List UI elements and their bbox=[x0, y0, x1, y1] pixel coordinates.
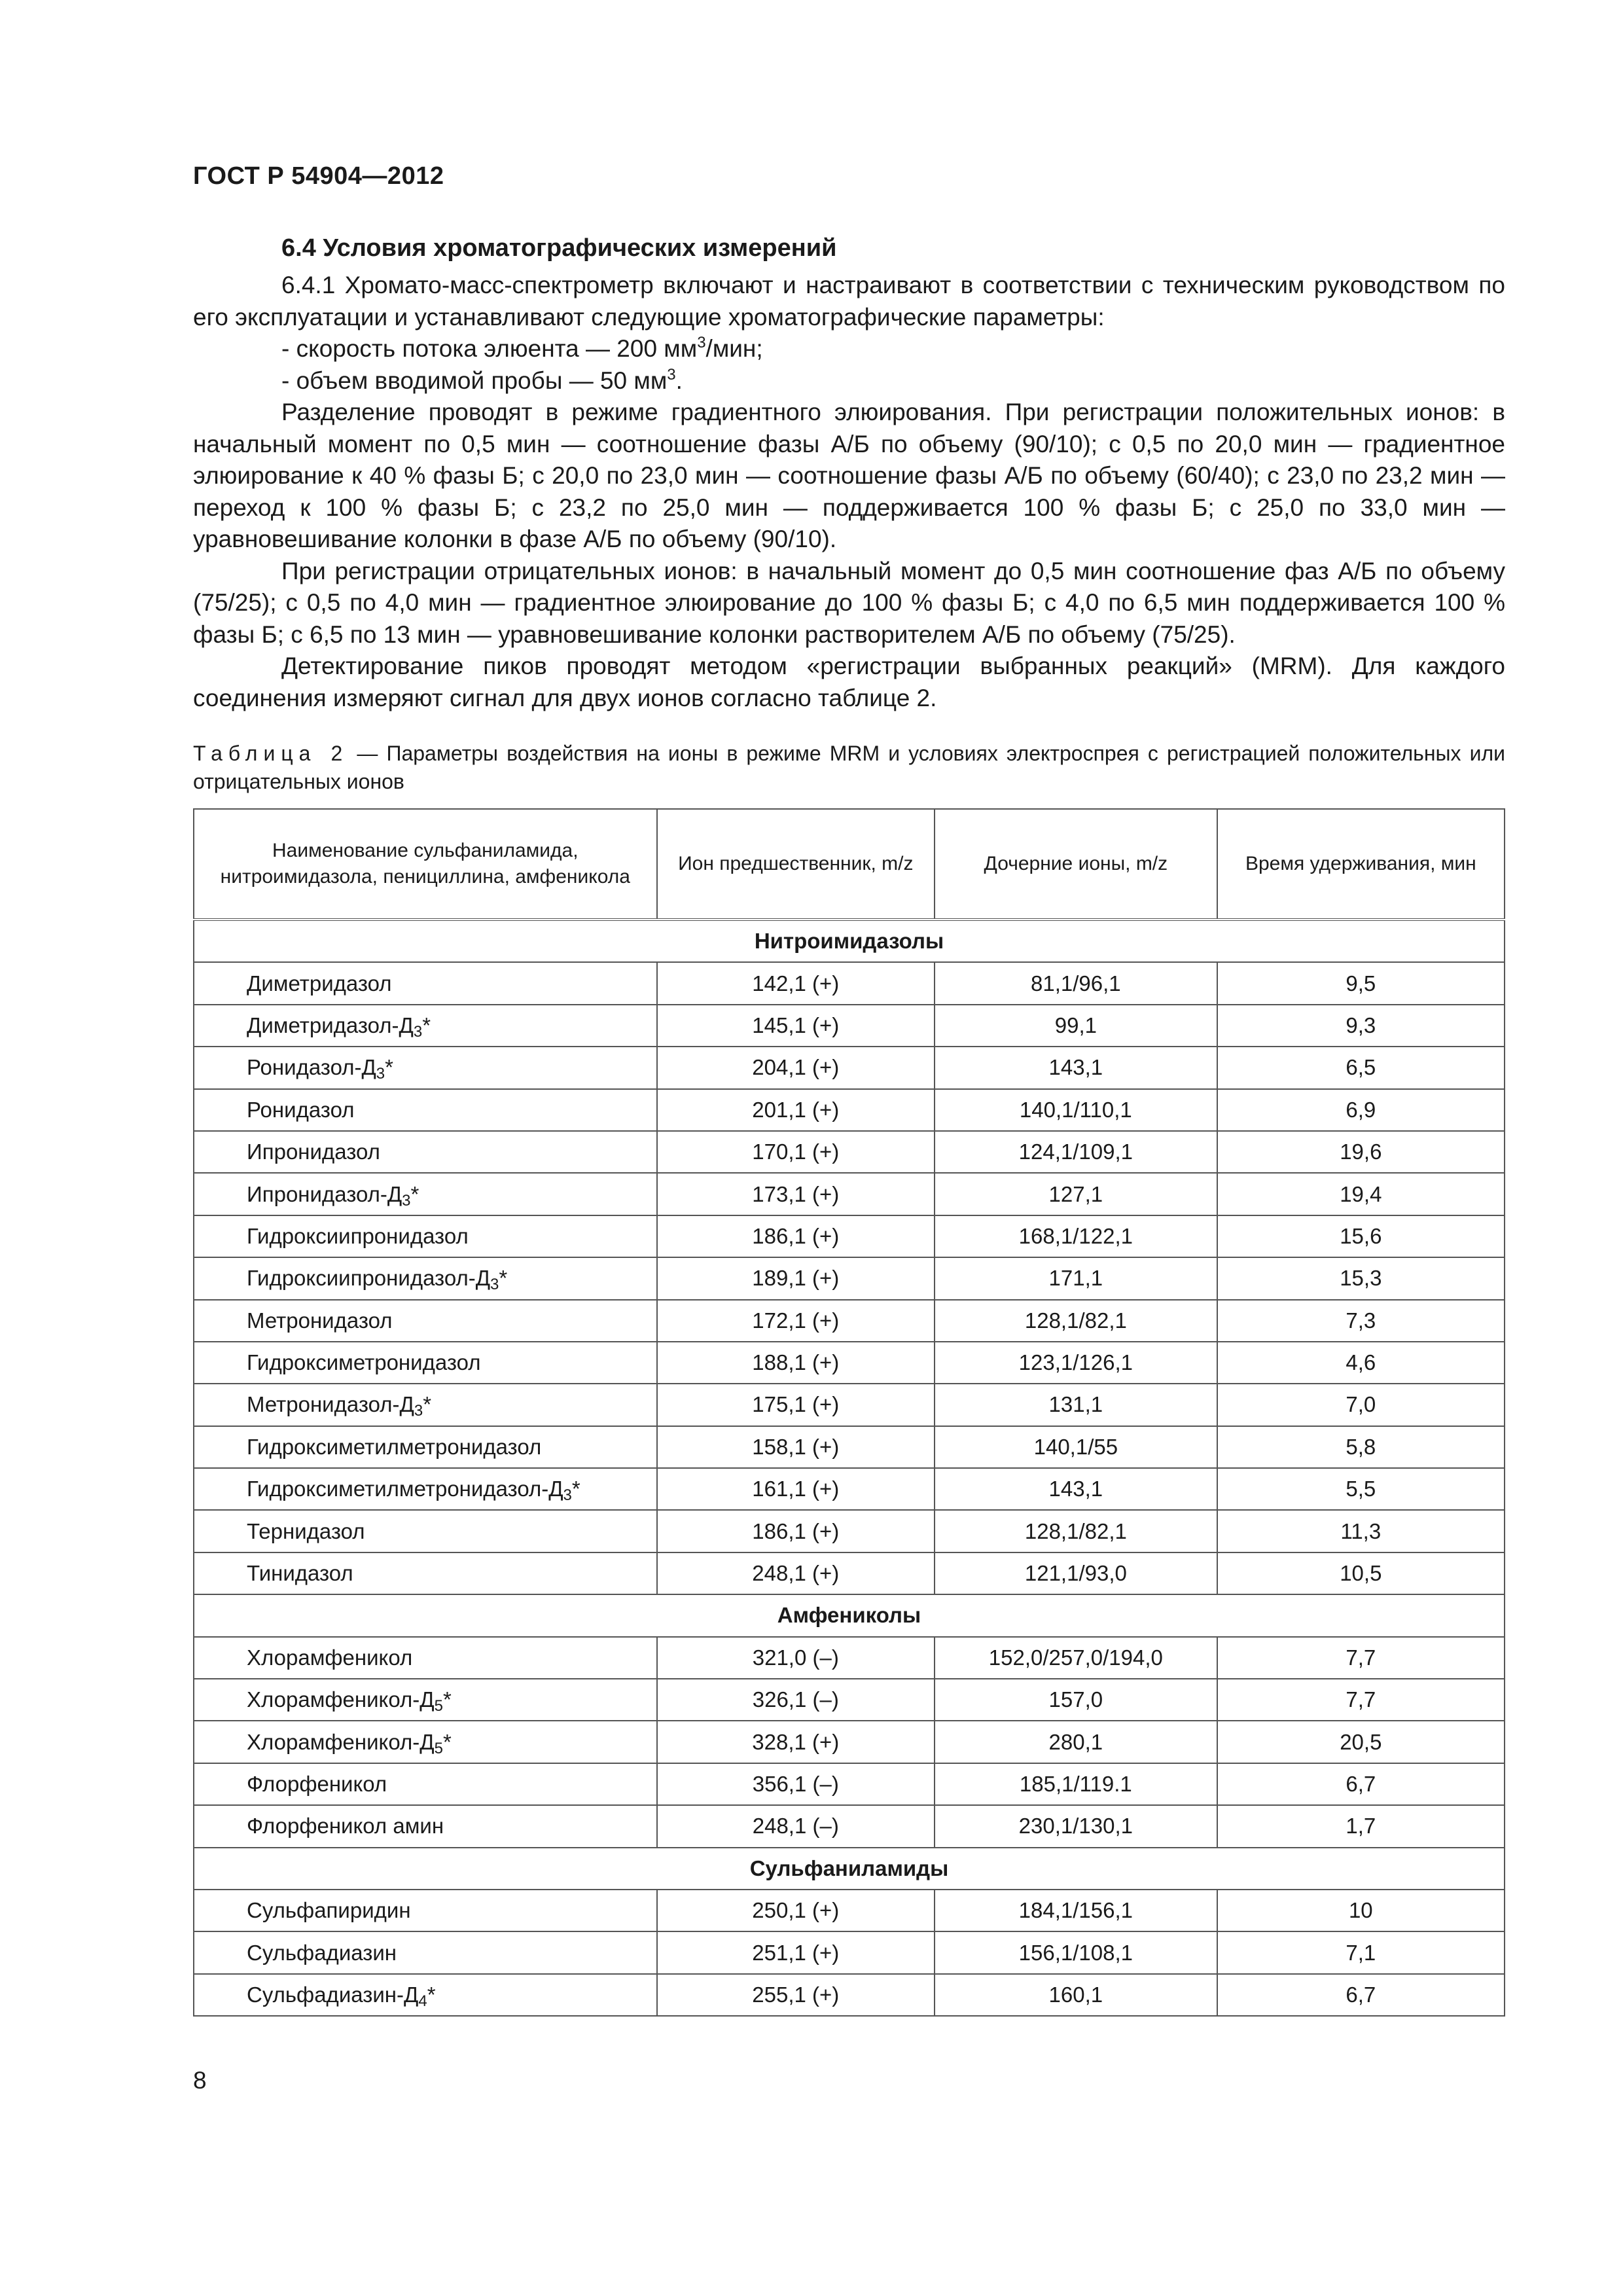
precursor-ion: 170,1 (+) bbox=[657, 1131, 935, 1173]
table-row bbox=[194, 1131, 1505, 1173]
table-row bbox=[194, 1974, 1505, 2016]
daughter-ions: 160,1 bbox=[935, 1974, 1217, 2016]
header-retention-time: Время удерживания, мин bbox=[1217, 809, 1505, 920]
compound-name bbox=[194, 1468, 657, 1510]
retention-time: 7,3 bbox=[1217, 1300, 1505, 1342]
table-row bbox=[194, 1300, 1505, 1342]
table-row bbox=[194, 1173, 1505, 1215]
internal-standard-mark: * bbox=[427, 1982, 436, 2007]
daughter-ions: 184,1/156,1 bbox=[935, 1890, 1217, 1931]
compound-name-text: Гидроксиипронидазол-Д bbox=[247, 1266, 491, 1291]
compound-name bbox=[194, 1215, 657, 1257]
table-caption-label: Таблица 2 bbox=[193, 742, 349, 765]
daughter-ions: 171,1 bbox=[935, 1257, 1217, 1299]
internal-standard-mark: * bbox=[499, 1266, 508, 1291]
section-title: 6.4 Условия хроматографических измерений bbox=[281, 234, 837, 262]
internal-standard-mark: * bbox=[423, 1392, 432, 1417]
isotope-subscript: 3 bbox=[402, 1191, 411, 1210]
group-title: Сульфаниламиды bbox=[194, 1848, 1505, 1890]
daughter-ions: 121,1/93,0 bbox=[935, 1552, 1217, 1594]
table-group-row bbox=[194, 1848, 1505, 1890]
compound-name bbox=[194, 1805, 657, 1847]
table-row bbox=[194, 1047, 1505, 1088]
standard-code: ГОСТ Р 54904—2012 bbox=[193, 162, 444, 190]
compound-name bbox=[194, 1679, 657, 1721]
isotope-subscript: 3 bbox=[413, 1022, 423, 1041]
table-group-row bbox=[194, 920, 1505, 962]
daughter-ions: 168,1/122,1 bbox=[935, 1215, 1217, 1257]
compound-name-text: Диметридазол-Д bbox=[247, 1013, 414, 1037]
compound-name-text: Ипронидазол bbox=[247, 1139, 380, 1164]
retention-time: 15,6 bbox=[1217, 1215, 1505, 1257]
table-row bbox=[194, 1805, 1505, 1847]
table-row bbox=[194, 1510, 1505, 1552]
retention-time: 7,1 bbox=[1217, 1931, 1505, 1973]
compound-name-text: Флорфеникол bbox=[247, 1772, 387, 1796]
table-row bbox=[194, 1763, 1505, 1805]
retention-time: 7,0 bbox=[1217, 1384, 1505, 1426]
table-row bbox=[194, 1215, 1505, 1257]
precursor-ion: 173,1 (+) bbox=[657, 1173, 935, 1215]
precursor-ion: 248,1 (+) bbox=[657, 1552, 935, 1594]
isotope-subscript: 3 bbox=[376, 1065, 385, 1083]
compound-name-text: Диметридазол bbox=[247, 971, 392, 996]
header-daughter-ions: Дочерние ионы, m/z bbox=[935, 809, 1217, 920]
table-body bbox=[194, 920, 1505, 2016]
daughter-ions: 128,1/82,1 bbox=[935, 1510, 1217, 1552]
precursor-ion: 145,1 (+) bbox=[657, 1005, 935, 1047]
precursor-ion: 161,1 (+) bbox=[657, 1468, 935, 1510]
compound-name-text: Метронидазол bbox=[247, 1308, 393, 1333]
retention-time: 9,5 bbox=[1217, 962, 1505, 1004]
table-header-row bbox=[194, 809, 1505, 920]
retention-time: 6,5 bbox=[1217, 1047, 1505, 1088]
retention-time: 6,7 bbox=[1217, 1974, 1505, 2016]
daughter-ions: 185,1/119.1 bbox=[935, 1763, 1217, 1805]
table-row bbox=[194, 1426, 1505, 1468]
daughter-ions: 157,0 bbox=[935, 1679, 1217, 1721]
table-row bbox=[194, 1721, 1505, 1763]
compound-name bbox=[194, 962, 657, 1004]
parameter-flow-rate: - скорость потока элюента — 200 $мм^3$/мин; bbox=[281, 334, 763, 362]
compound-name bbox=[194, 1974, 657, 2016]
precursor-ion: 255,1 (+) bbox=[657, 1974, 935, 2016]
compound-name-text: Гидроксиметилметронидазол-Д bbox=[247, 1477, 563, 1501]
precursor-ion: 172,1 (+) bbox=[657, 1300, 935, 1342]
precursor-ion: 251,1 (+) bbox=[657, 1931, 935, 1973]
retention-time: 10 bbox=[1217, 1890, 1505, 1931]
compound-name bbox=[194, 1384, 657, 1426]
retention-time: 7,7 bbox=[1217, 1679, 1505, 1721]
daughter-ions: 143,1 bbox=[935, 1047, 1217, 1088]
daughter-ions: 124,1/109,1 bbox=[935, 1131, 1217, 1173]
header-compound-name: Наименование сульфаниламида, нитроимидазола, пенициллина, амфеникола bbox=[194, 809, 657, 920]
precursor-ion: 186,1 (+) bbox=[657, 1215, 935, 1257]
retention-time: 20,5 bbox=[1217, 1721, 1505, 1763]
table-row bbox=[194, 1089, 1505, 1131]
page-number: 8 bbox=[193, 2067, 207, 2094]
group-title: Нитроимидазолы bbox=[194, 920, 1505, 962]
internal-standard-mark: * bbox=[571, 1477, 580, 1501]
compound-name bbox=[194, 1510, 657, 1552]
daughter-ions: 128,1/82,1 bbox=[935, 1300, 1217, 1342]
mrm-parameters-table bbox=[193, 808, 1505, 2017]
internal-standard-mark: * bbox=[442, 1687, 452, 1712]
daughter-ions: 140,1/110,1 bbox=[935, 1089, 1217, 1131]
compound-name bbox=[194, 1890, 657, 1931]
precursor-ion: 142,1 (+) bbox=[657, 962, 935, 1004]
compound-name bbox=[194, 1721, 657, 1763]
internal-standard-mark: * bbox=[422, 1013, 431, 1037]
table-caption-text: — Параметры воздействия на ионы в режиме MRM и условиях электроспрея с регистрацией положительных или отрицательных ионов bbox=[193, 742, 1506, 793]
table-row bbox=[194, 1384, 1505, 1426]
precursor-ion: 356,1 (–) bbox=[657, 1763, 935, 1805]
compound-name-text: Флорфеникол амин bbox=[247, 1814, 444, 1839]
retention-time: 15,3 bbox=[1217, 1257, 1505, 1299]
precursor-ion: 158,1 (+) bbox=[657, 1426, 935, 1468]
daughter-ions: 131,1 bbox=[935, 1384, 1217, 1426]
isotope-subscript: 3 bbox=[414, 1402, 423, 1420]
precursor-ion: 321,0 (–) bbox=[657, 1637, 935, 1679]
daughter-ions: 123,1/126,1 bbox=[935, 1342, 1217, 1384]
retention-time: 1,7 bbox=[1217, 1805, 1505, 1847]
header-precursor-ion: Ион предшественник, m/z bbox=[657, 809, 935, 920]
compound-name-text: Сульфапиридин bbox=[247, 1898, 411, 1923]
compound-name-text: Хлорамфеникол-Д bbox=[247, 1687, 435, 1712]
compound-name-text: Гидроксиипронидазол bbox=[247, 1223, 469, 1248]
table-row bbox=[194, 1468, 1505, 1510]
retention-time: 6,7 bbox=[1217, 1763, 1505, 1805]
table-row bbox=[194, 1890, 1505, 1931]
retention-time: 19,6 bbox=[1217, 1131, 1505, 1173]
internal-standard-mark: * bbox=[385, 1055, 393, 1080]
table-row bbox=[194, 1552, 1505, 1594]
retention-time: 9,3 bbox=[1217, 1005, 1505, 1047]
compound-name-text: Сульфадиазин-Д bbox=[247, 1982, 419, 2007]
compound-name bbox=[194, 1763, 657, 1805]
retention-time: 6,9 bbox=[1217, 1089, 1505, 1131]
compound-name bbox=[194, 1426, 657, 1468]
table-row bbox=[194, 1257, 1505, 1299]
table-row bbox=[194, 962, 1505, 1004]
precursor-ion: 250,1 (+) bbox=[657, 1890, 935, 1931]
isotope-subscript: 5 bbox=[434, 1739, 443, 1757]
compound-name-text: Тернидазол bbox=[247, 1518, 365, 1543]
isotope-subscript: 5 bbox=[434, 1697, 443, 1715]
section-body bbox=[193, 270, 1505, 714]
isotope-subscript: 3 bbox=[490, 1276, 499, 1294]
internal-standard-mark: * bbox=[442, 1729, 452, 1754]
daughter-ions: 99,1 bbox=[935, 1005, 1217, 1047]
compound-name bbox=[194, 1131, 657, 1173]
retention-time: 7,7 bbox=[1217, 1637, 1505, 1679]
compound-name-text: Метронидазол-Д bbox=[247, 1392, 414, 1417]
daughter-ions: 280,1 bbox=[935, 1721, 1217, 1763]
paragraph-positive-ions: Разделение проводят в режиме градиентного элюирования. При регистрации положительных ионов: в начальный момент по 0,5 мин — соотношение фазы А/Б по объему (90/10); с 0,5 по 20,0 мин — градиентное элюирование к 40 % фазы Б; с 20,0 по 23,0 мин — соотношение фазы А/Б по объему (60/40); с 23,0 по 23,2 мин — переход к 100 % фазы Б; с 23,2 по 25,0 мин — поддерживается 100 % фазы Б; с 25,0 по 33,0 мин — уравновешивание колонки в фазе А/Б по объему (90/10). bbox=[193, 399, 1505, 552]
compound-name-text: Хлорамфеникол bbox=[247, 1645, 413, 1670]
compound-name bbox=[194, 1300, 657, 1342]
precursor-ion: 328,1 (+) bbox=[657, 1721, 935, 1763]
daughter-ions: 152,0/257,0/194,0 bbox=[935, 1637, 1217, 1679]
table-caption bbox=[193, 740, 1505, 796]
parameter-injection-volume: - объем вводимой пробы — 50 $мм^3$. bbox=[281, 365, 683, 394]
daughter-ions: 81,1/96,1 bbox=[935, 962, 1217, 1004]
table-group-row bbox=[194, 1594, 1505, 1636]
daughter-ions: 156,1/108,1 bbox=[935, 1931, 1217, 1973]
retention-time: 5,5 bbox=[1217, 1468, 1505, 1510]
table-row bbox=[194, 1679, 1505, 1721]
compound-name bbox=[194, 1342, 657, 1384]
table-row bbox=[194, 1342, 1505, 1384]
precursor-ion: 248,1 (–) bbox=[657, 1805, 935, 1847]
table-row bbox=[194, 1931, 1505, 1973]
retention-time: 4,6 bbox=[1217, 1342, 1505, 1384]
group-title: Амфениколы bbox=[194, 1594, 1505, 1636]
paragraph-6-4-1: 6.4.1 Хромато-масс-спектрометр включают и настраивают в соответствии с техническим руководством по его эксплуатации и устанавливают следующие хроматографические параметры: bbox=[193, 272, 1505, 331]
precursor-ion: 326,1 (–) bbox=[657, 1679, 935, 1721]
precursor-ion: 189,1 (+) bbox=[657, 1257, 935, 1299]
paragraph-negative-ions: При регистрации отрицательных ионов: в начальный момент до 0,5 мин соотношение фаз А/Б по объему (75/25); с 0,5 по 4,0 мин — градиентное элюирование до 100 % фазы Б; с 4,0 по 6,5 мин поддерживается 100 % фазы Б; с 6,5 по 13 мин — уравновешивание колонки растворителем А/Б по объему (75/25). bbox=[193, 557, 1505, 648]
precursor-ion: 188,1 (+) bbox=[657, 1342, 935, 1384]
compound-name bbox=[194, 1047, 657, 1088]
table-row bbox=[194, 1637, 1505, 1679]
isotope-subscript: 3 bbox=[563, 1486, 572, 1505]
compound-name bbox=[194, 1552, 657, 1594]
precursor-ion: 201,1 (+) bbox=[657, 1089, 935, 1131]
compound-name bbox=[194, 1637, 657, 1679]
daughter-ions: 230,1/130,1 bbox=[935, 1805, 1217, 1847]
retention-time: 5,8 bbox=[1217, 1426, 1505, 1468]
precursor-ion: 175,1 (+) bbox=[657, 1384, 935, 1426]
paragraph-detection: Детектирование пиков проводят методом «регистрации выбранных реакций» (MRM). Для каждого соединения измеряют сигнал для двух ионов согласно таблице 2. bbox=[193, 653, 1505, 711]
daughter-ions: 127,1 bbox=[935, 1173, 1217, 1215]
compound-name bbox=[194, 1257, 657, 1299]
compound-name-text: Гидроксиметилметронидазол bbox=[247, 1434, 542, 1459]
compound-name-text: Ипронидазол-Д bbox=[247, 1181, 402, 1206]
compound-name bbox=[194, 1089, 657, 1131]
compound-name-text: Сульфадиазин bbox=[247, 1940, 397, 1965]
compound-name bbox=[194, 1173, 657, 1215]
isotope-subscript: 4 bbox=[418, 1992, 427, 2010]
table-row bbox=[194, 1005, 1505, 1047]
daughter-ions: 140,1/55 bbox=[935, 1426, 1217, 1468]
daughter-ions: 143,1 bbox=[935, 1468, 1217, 1510]
retention-time: 10,5 bbox=[1217, 1552, 1505, 1594]
compound-name bbox=[194, 1931, 657, 1973]
compound-name-text: Гидроксиметронидазол bbox=[247, 1350, 481, 1375]
retention-time: 19,4 bbox=[1217, 1173, 1505, 1215]
compound-name bbox=[194, 1005, 657, 1047]
precursor-ion: 186,1 (+) bbox=[657, 1510, 935, 1552]
compound-name-text: Ронидазол bbox=[247, 1097, 355, 1122]
compound-name-text: Тинидазол bbox=[247, 1561, 353, 1586]
precursor-ion: 204,1 (+) bbox=[657, 1047, 935, 1088]
internal-standard-mark: * bbox=[410, 1181, 419, 1206]
compound-name-text: Хлорамфеникол-Д bbox=[247, 1729, 435, 1754]
retention-time: 11,3 bbox=[1217, 1510, 1505, 1552]
compound-name-text: Ронидазол-Д bbox=[247, 1055, 376, 1080]
